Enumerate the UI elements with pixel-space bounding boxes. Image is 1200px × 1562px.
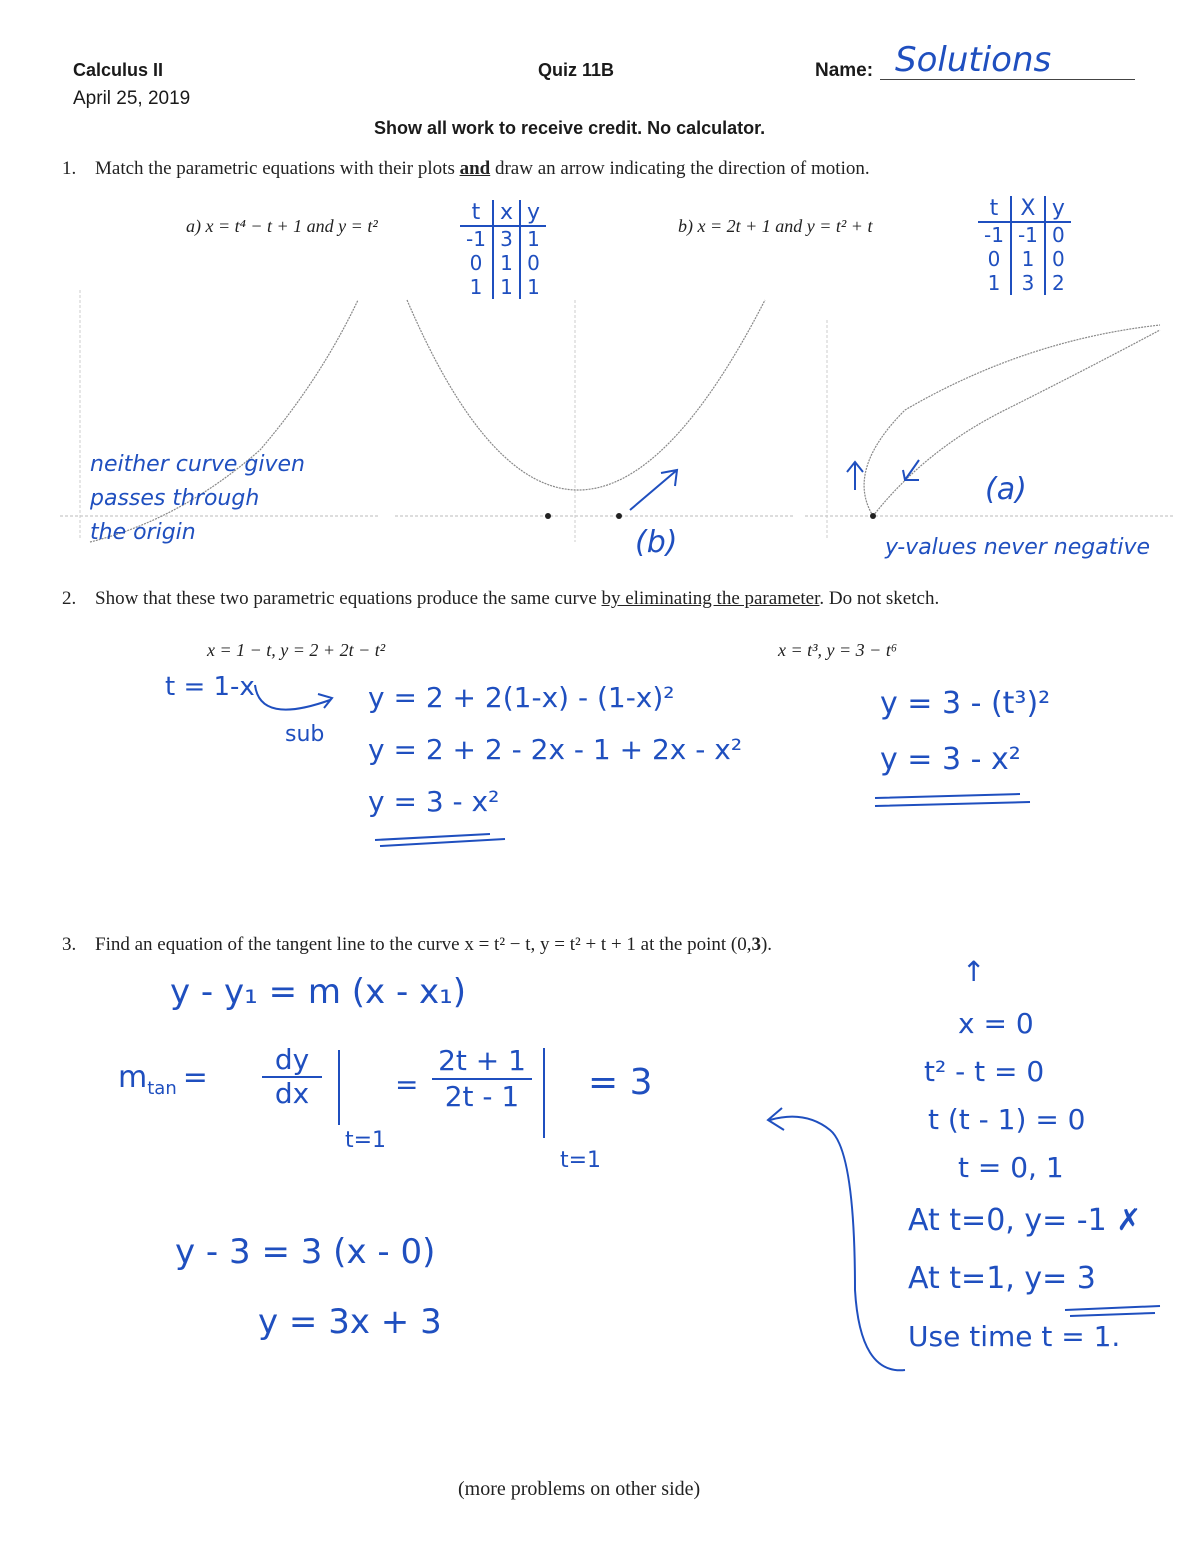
side-line-4: t = 0, 1: [958, 1151, 1064, 1184]
work-2-right-line-1: y = 3 - (t³)²: [880, 686, 1051, 721]
frac-dx: dx: [262, 1076, 322, 1110]
eval-bar-2: [543, 1048, 545, 1138]
plot-middle-point-1: [545, 513, 551, 519]
frac-dy: dy: [274, 1043, 310, 1076]
equation-b: b) x = 2t + 1 and y = t² + t: [678, 216, 873, 236]
eval-1: t=1: [345, 1128, 387, 1153]
problem-2-after: . Do not sketch.: [819, 588, 940, 609]
plot-right-point: [870, 513, 876, 519]
m-tan: [118, 1060, 208, 1099]
note-left-line-2: passes through: [90, 486, 260, 511]
name-value: Solutions: [895, 40, 1052, 80]
direction-arrow-up: [847, 462, 863, 490]
problem-3-bold: 3: [751, 934, 761, 955]
work-2-left-line-1: y = 2 + 2(1-x) - (1-x)²: [368, 681, 675, 714]
slope-result: = 3: [588, 1062, 653, 1103]
work-2-left-line-3: y = 3 - x²: [368, 785, 500, 818]
problem-3-text: [62, 934, 772, 956]
tangent-line-1: y - 3 = 3 (x - 0): [175, 1232, 436, 1272]
side-line-6: At t=1, y= 3: [908, 1261, 1096, 1296]
problem-2-before: Show that these two parametric equations produce the same curve: [95, 588, 602, 609]
side-line-3: t (t - 1) = 0: [928, 1103, 1086, 1136]
m-tan-equals: =: [182, 1060, 208, 1095]
work-2-right-line-2: y = 3 - x²: [880, 742, 1021, 777]
problem-1-and: and: [459, 158, 491, 179]
name-label: Name:: [815, 60, 874, 81]
underline-2-right: [870, 790, 1040, 812]
eval-2: t=1: [560, 1148, 602, 1173]
direction-arrow-b: [630, 470, 677, 510]
course-title: Calculus II: [73, 60, 164, 80]
problem-2-text: [62, 588, 939, 610]
m-tan-sub: tan: [147, 1078, 177, 1099]
note-left: [90, 448, 305, 550]
instructions: Show all work to receive credit. No calculator.: [374, 118, 766, 138]
quiz-date: April 25, 2019: [73, 88, 191, 109]
frac-numerator: 2t + 1: [438, 1044, 526, 1077]
sub-label: sub: [285, 722, 325, 747]
problem-1-number: 1.: [62, 158, 77, 179]
problem-3-number: 3.: [62, 934, 77, 955]
side-curve-arrow: [760, 1090, 920, 1380]
label-b: (b): [635, 525, 678, 560]
underline-2-left: [370, 830, 510, 850]
problem-2-number: 2.: [62, 588, 77, 609]
problem-3-statement: Find an equation of the tangent line to the curve x = t² − t, y = t² + t + 1 at the point (0,: [95, 934, 752, 955]
work-2-sub: t = 1-x: [165, 672, 255, 702]
point-slope: y - y₁ = m (x - x₁): [170, 972, 467, 1012]
plot-right: [805, 300, 1175, 550]
frac-derivative: [432, 1044, 532, 1114]
m-tan-label: m: [118, 1060, 148, 1095]
eval-bar-1: [338, 1050, 340, 1125]
underline-y3: [1060, 1300, 1170, 1320]
problem-1-after: draw an arrow indicating the direction of motion.: [490, 158, 870, 179]
frac-dy-dx: [262, 1044, 322, 1110]
side-line-7: Use time t = 1.: [908, 1320, 1121, 1353]
side-line-2: t² - t = 0: [924, 1055, 1045, 1088]
quiz-title: Quiz 11B: [538, 60, 615, 80]
plot-middle: [395, 280, 795, 550]
footer-note: (more problems on other side): [458, 1478, 701, 1500]
plot-middle-point-2: [616, 513, 622, 519]
side-line-5: At t=0, y= -1 ✗: [908, 1203, 1142, 1238]
equals-sign: =: [395, 1068, 419, 1101]
table-a: t x y -1 3 1 0 1 0 1 1 1: [460, 200, 546, 299]
problem-1-before: Match the parametric equations with their plots: [95, 158, 460, 179]
tangent-line-2: y = 3x + 3: [258, 1302, 442, 1342]
side-line-1: x = 0: [958, 1007, 1034, 1040]
problem-2-underline: by eliminating the parameter: [601, 588, 820, 609]
equation-2-right: x = t³, y = 3 − t⁶: [778, 640, 898, 660]
problem-3-end: ).: [760, 934, 773, 955]
up-arrow: ↑: [962, 955, 986, 988]
note-right: y-values never negative: [885, 535, 1151, 560]
problem-1-text: [62, 158, 870, 180]
table-b: t X y -1 -1 0 0 1 0 1 3 2: [978, 196, 1071, 295]
label-a: (a): [985, 472, 1027, 507]
equation-a: a) x = t⁴ − t + 1 and y = t²: [186, 216, 378, 236]
frac-denominator: 2t - 1: [432, 1078, 532, 1114]
work-2-left: [368, 672, 742, 828]
note-left-line-1: neither curve given: [90, 452, 305, 477]
equation-2-left: x = 1 − t, y = 2 + 2t − t²: [207, 640, 386, 660]
work-2-right: [880, 676, 1050, 788]
note-left-line-3: the origin: [90, 520, 196, 545]
work-2-left-line-2: y = 2 + 2 - 2x - 1 + 2x - x²: [368, 733, 743, 766]
